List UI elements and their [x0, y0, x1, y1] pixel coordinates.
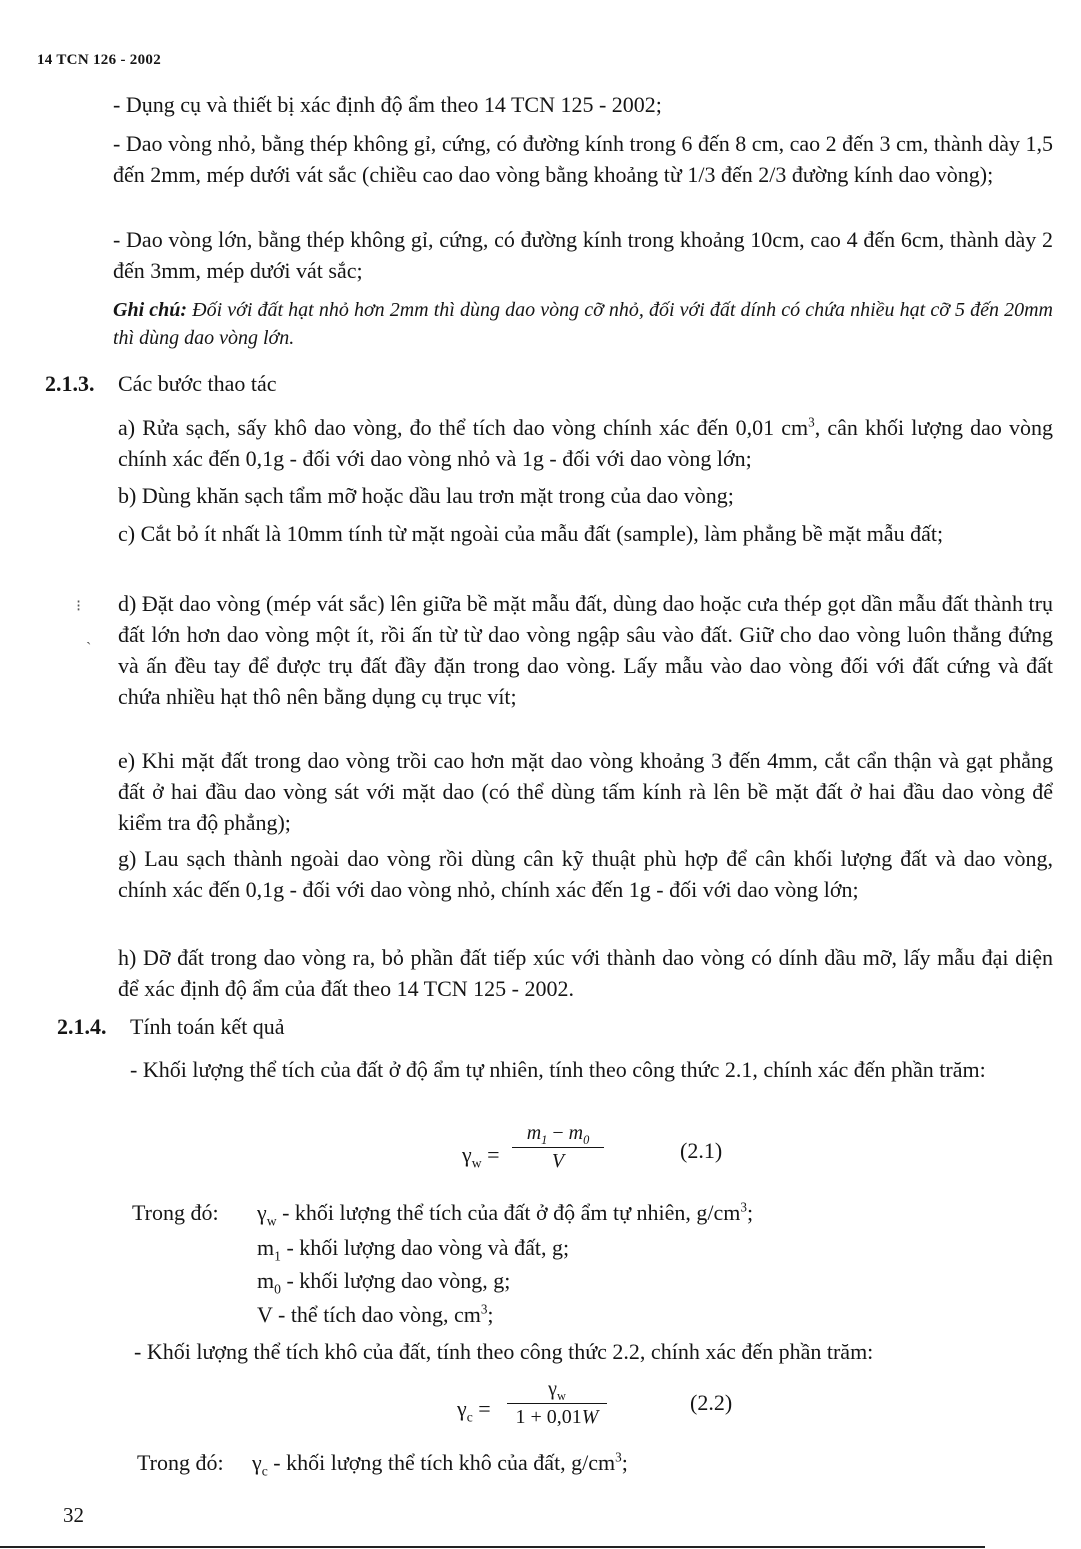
where-label: Trong đó: [132, 1200, 219, 1225]
step-h: h) Dỡ đất trong dao vòng ra, bỏ phần đất tiếp xúc với thành dao vòng có dính dầu mỡ, lấy mẫu đại diện để xác định độ ẩm của đất theo 14 TCN 125 - 2002. [118, 945, 1053, 1001]
definition-m1: $m_1$ - khối lượng dao vòng và đất, g; [257, 1235, 570, 1264]
note-label: Ghi chú: [113, 299, 188, 321]
formula-2-1-number: (2.1) [680, 1138, 723, 1163]
paragraph-bulk-density: - Khối lượng thể tích của đất ở độ ẩm tự nhiên, tính theo công thức 2.1, chính xác đến phần trăm: [130, 1057, 986, 1082]
definition-v: V - thể tích dao vòng, $cm^3$; [257, 1301, 494, 1327]
formula-2-2-number: (2.2) [690, 1390, 733, 1415]
formula-2-2 [455, 1376, 775, 1442]
step-a [118, 412, 1053, 474]
step-e: e) Khi mặt đất trong dao vòng trồi cao hơn mặt dao vòng khoảng 3 đến 4mm, cắt cẩn thận và gạt phẳng đất ở hai đầu dao vòng sát với mặt dao (có thể dùng tấm kính rà lên bề mặt đất ở hai đầu dao vòng để kiểm tra độ phẳng); [118, 748, 1053, 835]
definition-gamma-c: $\gamma_c$ - khối lượng thể tích khô của đất, $g/cm^3$; [252, 1449, 628, 1479]
note-text: Đối với đất hạt nhỏ hơn 2mm thì dùng dao vòng cỡ nhỏ, đối với đất dính có chứa nhiều hạt cỡ 5 đến 20mm thì dùng dao vòng lớn. [113, 299, 1053, 349]
where-label-2: Trong đó: [137, 1450, 224, 1475]
step-d: d) Đặt dao vòng (mép vát sắc) lên giữa bề mặt mẫu đất, dùng dao hoặc cưa thép gọt dần mẫu đất thành trụ đất lớn hơn dao vòng một ít, rồi ấn từ từ dao vòng ngập sâu vào đất. Giữ cho dao vòng luôn thẳng đứng và ấn đều tay để được trụ đất đầy đặn trong dao vòng. Lấy mẫu vào dao vòng đối với đất cứng và đất chứa nhiều hạt thô nên bằng dụng cụ trục vít; [118, 591, 1053, 709]
step-a-superscript: 3 [808, 414, 815, 430]
step-c: c) Cắt bỏ ít nhất là 10mm tính từ mặt ngoài của mẫu đất (sample), làm phẳng bề mặt mẫu đất; [118, 521, 944, 546]
paragraph-moisture-tools: - Dụng cụ và thiết bị xác định độ ẩm theo 14 TCN 125 - 2002; [113, 92, 662, 117]
margin-mark: ⁝ [76, 598, 82, 615]
page-number: 32 [63, 1503, 84, 1527]
section-number-2-1-4: 2.1.4. [57, 1014, 107, 1039]
bottom-rule [0, 1546, 985, 1548]
paragraph-large-ring-knife: - Dao vòng lớn, bằng thép không gỉ, cứng, có đường kính trong khoảng 10cm, cao 4 đến 6cm, thành dày 2 đến 3mm, mép dưới vát sắc; [113, 227, 1053, 283]
section-title-operation-steps: Các bước thao tác [118, 371, 277, 396]
step-g: g) Lau sạch thành ngoài dao vòng rồi dùng cân kỹ thuật phù hợp để cân khối lượng đất và dao vòng, chính xác đến 0,1g - đối với dao vòng nhỏ, chính xác đến 1g - đối với dao vòng lớn; [118, 846, 1053, 902]
section-title-calculation: Tính toán kết quả [130, 1014, 285, 1039]
margin-mark: ˎ [86, 628, 92, 645]
paragraph-dry-density: - Khối lượng thể tích khô của đất, tính theo công thức 2.2, chính xác đến phần trăm: [134, 1339, 874, 1364]
definition-m0: $m_0$ - khối lượng dao vòng, g; [257, 1268, 511, 1297]
section-number-2-1-3: 2.1.3. [45, 371, 95, 396]
formula-2-2-lhs: $\gamma_c$ = [457, 1396, 491, 1425]
note-paragraph [113, 296, 1053, 352]
formula-2-1 [460, 1118, 760, 1188]
step-a-text: a) Rửa sạch, sấy khô dao vòng, đo thể tích dao vòng chính xác đến 0,01 cm [118, 415, 809, 440]
formula-2-2-fraction: $\frac{\gamma_w}{1 + 0,01W}$ [507, 1378, 607, 1429]
formula-2-1-lhs: $\gamma_w$ = [462, 1142, 500, 1171]
paragraph-small-ring-knife: - Dao vòng nhỏ, bằng thép không gỉ, cứng, có đường kính trong 6 đến 8 cm, cao 2 đến 3 cm, thành dày 1,5 đến 2mm, mép dưới vát sắc (chiều cao dao vòng bằng khoảng từ 1/3 đến 2/3 đường kính dao vòng); [113, 131, 1053, 187]
document-code-header: 14 TCN 126 - 2002 [37, 52, 161, 68]
formula-2-1-fraction: $\frac{m_1 - m_0}{V}$ [512, 1122, 604, 1173]
step-a-text-end: , cân khối lượng dao vòng chính xác đến 0,1g - đối với dao vòng nhỏ và 1g - đối với dao vòng lớn; [118, 415, 1053, 471]
definition-gamma-w: $\gamma_w$ - khối lượng thể tích của đất ở độ ẩm tự nhiên, $g/cm^3$; [257, 1199, 754, 1229]
step-b: b) Dùng khăn sạch tẩm mỡ hoặc dầu lau trơn mặt trong của dao vòng; [118, 483, 734, 508]
